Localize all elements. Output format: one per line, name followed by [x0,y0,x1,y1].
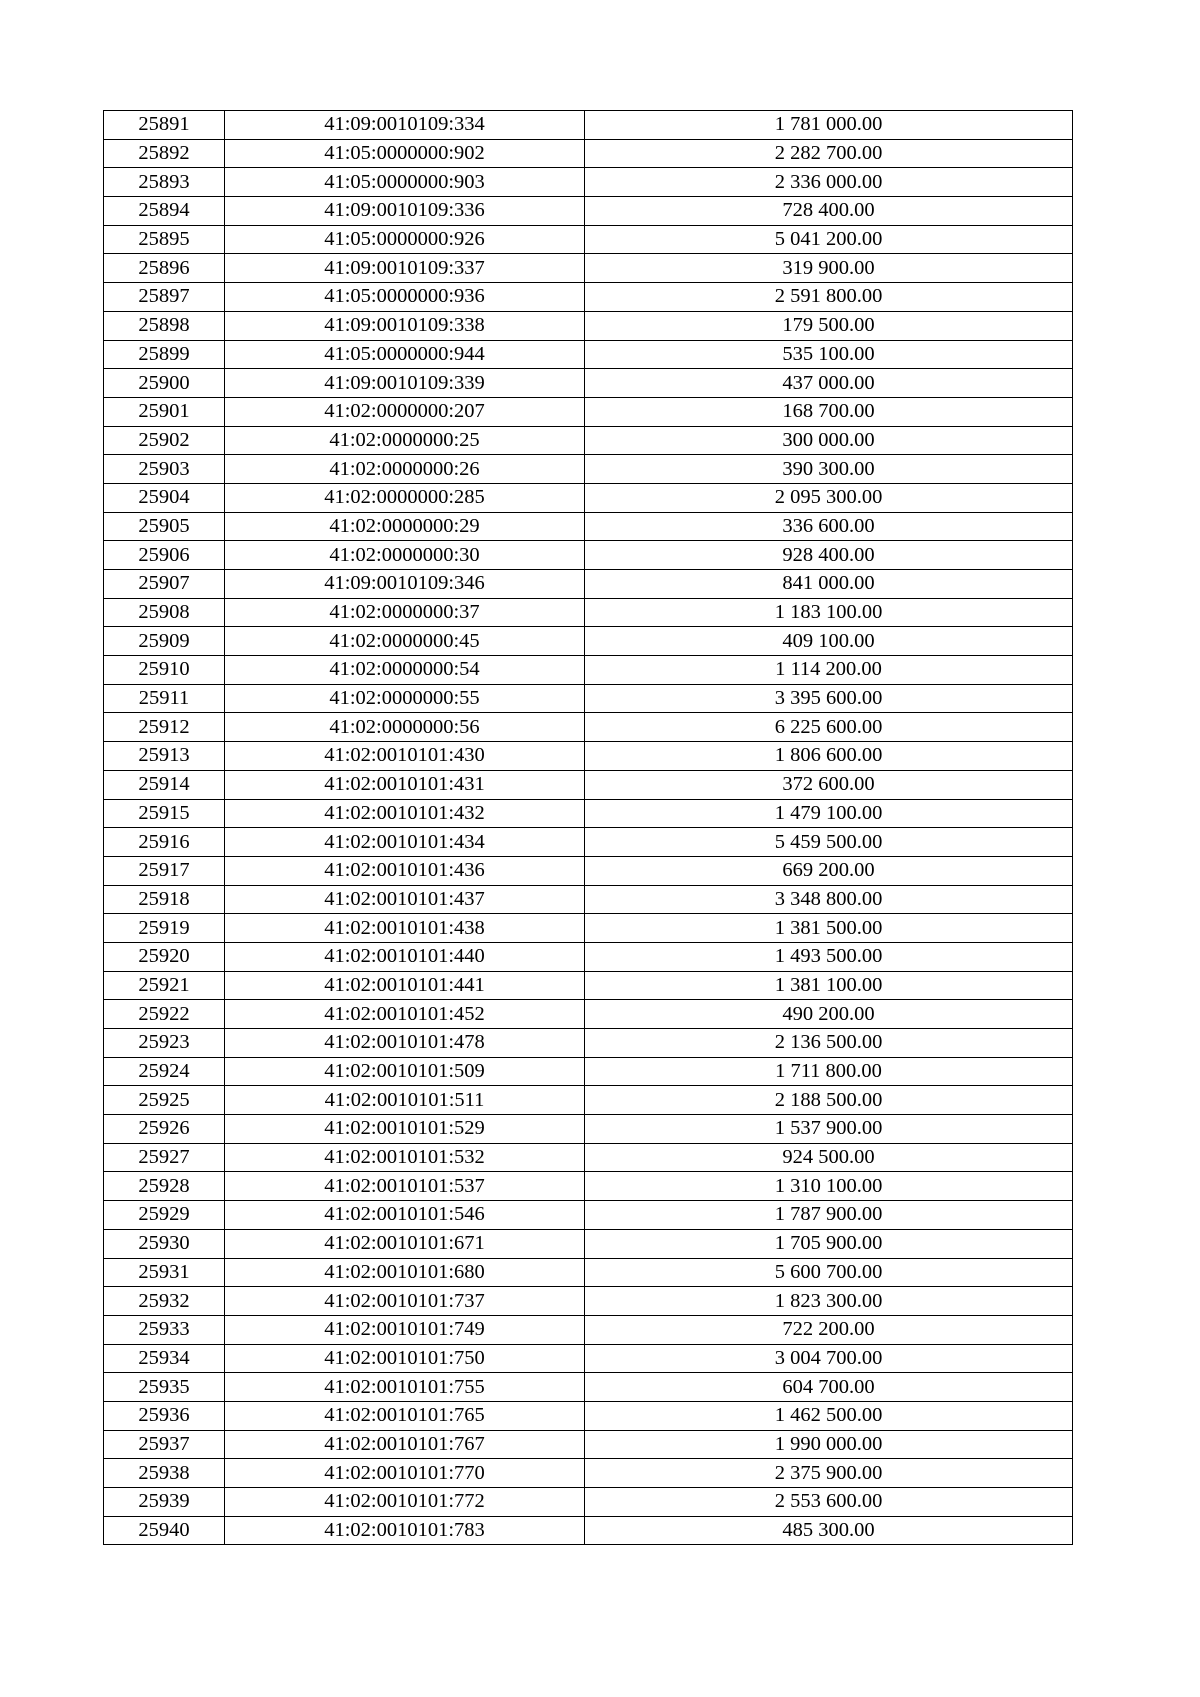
table-row [104,1401,1073,1430]
row-number-cell: 25919 [104,914,225,943]
table-row [104,1000,1073,1029]
cadastral-number-cell: 41:02:0010101:438 [225,914,585,943]
row-number-cell: 25913 [104,742,225,771]
cadastral-value-cell: 3 395 600.00 [585,684,1073,713]
table-row [104,311,1073,340]
cadastral-number-cell: 41:02:0010101:437 [225,885,585,914]
table-row [104,254,1073,283]
cadastral-number-cell: 41:02:0010101:671 [225,1229,585,1258]
cadastral-number-cell: 41:05:0000000:926 [225,225,585,254]
cadastral-number-cell: 41:02:0000000:54 [225,656,585,685]
cadastral-value-cell: 1 462 500.00 [585,1401,1073,1430]
cadastral-value-cell: 437 000.00 [585,369,1073,398]
cadastral-number-cell: 41:02:0010101:432 [225,799,585,828]
row-number-cell: 25909 [104,627,225,656]
cadastral-number-cell: 41:02:0010101:770 [225,1459,585,1488]
row-number-cell: 25940 [104,1516,225,1545]
cadastral-number-cell: 41:05:0000000:936 [225,283,585,312]
table-row [104,598,1073,627]
cadastral-value-cell: 1 479 100.00 [585,799,1073,828]
cadastral-value-cell: 1 381 100.00 [585,971,1073,1000]
cadastral-number-cell: 41:02:0010101:434 [225,828,585,857]
cadastral-value-cell: 1 806 600.00 [585,742,1073,771]
cadastral-number-cell: 41:02:0010101:755 [225,1373,585,1402]
table-row [104,1172,1073,1201]
cadastral-number-cell: 41:09:0010109:337 [225,254,585,283]
row-number-cell: 25929 [104,1201,225,1230]
table-row [104,1373,1073,1402]
row-number-cell: 25921 [104,971,225,1000]
row-number-cell: 25894 [104,197,225,226]
cadastral-number-cell: 41:05:0000000:903 [225,168,585,197]
row-number-cell: 25912 [104,713,225,742]
table-row [104,627,1073,656]
cadastral-number-cell: 41:02:0000000:207 [225,397,585,426]
cadastral-value-cell: 2 591 800.00 [585,283,1073,312]
cadastral-number-cell: 41:09:0010109:336 [225,197,585,226]
cadastral-value-cell: 6 225 600.00 [585,713,1073,742]
table-row [104,799,1073,828]
cadastral-value-cell: 168 700.00 [585,397,1073,426]
table-row [104,885,1073,914]
row-number-cell: 25936 [104,1401,225,1430]
row-number-cell: 25933 [104,1315,225,1344]
cadastral-value-cell: 319 900.00 [585,254,1073,283]
row-number-cell: 25922 [104,1000,225,1029]
cadastral-number-cell: 41:02:0010101:511 [225,1086,585,1115]
table-row [104,1086,1073,1115]
cadastral-value-cell: 728 400.00 [585,197,1073,226]
row-number-cell: 25906 [104,541,225,570]
table-row [104,1488,1073,1517]
row-number-cell: 25898 [104,311,225,340]
row-number-cell: 25910 [104,656,225,685]
row-number-cell: 25930 [104,1229,225,1258]
table-row [104,1057,1073,1086]
cadastral-value-cell: 722 200.00 [585,1315,1073,1344]
cadastral-value-cell: 669 200.00 [585,856,1073,885]
cadastral-number-cell: 41:09:0010109:346 [225,570,585,599]
cadastral-number-cell: 41:02:0010101:737 [225,1287,585,1316]
cadastral-number-cell: 41:02:0010101:680 [225,1258,585,1287]
table-row [104,1287,1073,1316]
row-number-cell: 25892 [104,139,225,168]
row-number-cell: 25923 [104,1029,225,1058]
table-row [104,684,1073,713]
cadastral-number-cell: 41:02:0010101:750 [225,1344,585,1373]
table-row [104,340,1073,369]
cadastral-value-cell: 5 459 500.00 [585,828,1073,857]
cadastral-value-cell: 5 041 200.00 [585,225,1073,254]
table-row [104,369,1073,398]
cadastral-number-cell: 41:02:0010101:749 [225,1315,585,1344]
cadastral-number-cell: 41:02:0010101:431 [225,770,585,799]
row-number-cell: 25924 [104,1057,225,1086]
row-number-cell: 25938 [104,1459,225,1488]
cadastral-number-cell: 41:02:0010101:765 [225,1401,585,1430]
cadastral-number-cell: 41:02:0010101:430 [225,742,585,771]
row-number-cell: 25916 [104,828,225,857]
table-row [104,713,1073,742]
table-row [104,1143,1073,1172]
table-row [104,1201,1073,1230]
cadastral-value-cell: 924 500.00 [585,1143,1073,1172]
row-number-cell: 25925 [104,1086,225,1115]
cadastral-value-cell: 300 000.00 [585,426,1073,455]
row-number-cell: 25935 [104,1373,225,1402]
cadastral-value-cell: 1 493 500.00 [585,942,1073,971]
cadastral-number-cell: 41:02:0010101:478 [225,1029,585,1058]
table-row [104,111,1073,140]
table-row [104,1516,1073,1545]
cadastral-value-cell: 604 700.00 [585,1373,1073,1402]
cadastral-number-cell: 41:02:0010101:529 [225,1115,585,1144]
table-row [104,1115,1073,1144]
table-row [104,1258,1073,1287]
cadastral-value-cell: 928 400.00 [585,541,1073,570]
table-row [104,828,1073,857]
row-number-cell: 25900 [104,369,225,398]
cadastral-value-cell: 1 787 900.00 [585,1201,1073,1230]
cadastral-number-cell: 41:02:0010101:440 [225,942,585,971]
table-row [104,856,1073,885]
row-number-cell: 25895 [104,225,225,254]
cadastral-value-table [103,110,1073,1545]
cadastral-value-cell: 1 183 100.00 [585,598,1073,627]
row-number-cell: 25934 [104,1344,225,1373]
cadastral-number-cell: 41:02:0010101:532 [225,1143,585,1172]
cadastral-value-cell: 841 000.00 [585,570,1073,599]
cadastral-number-cell: 41:02:0010101:783 [225,1516,585,1545]
cadastral-value-cell: 2 095 300.00 [585,483,1073,512]
cadastral-value-cell: 1 711 800.00 [585,1057,1073,1086]
row-number-cell: 25896 [104,254,225,283]
row-number-cell: 25927 [104,1143,225,1172]
cadastral-value-cell: 1 990 000.00 [585,1430,1073,1459]
cadastral-value-cell: 3 004 700.00 [585,1344,1073,1373]
table-row [104,225,1073,254]
row-number-cell: 25939 [104,1488,225,1517]
cadastral-number-cell: 41:02:0000000:25 [225,426,585,455]
table-row [104,1430,1073,1459]
row-number-cell: 25917 [104,856,225,885]
table-row [104,512,1073,541]
table-row [104,942,1073,971]
cadastral-value-cell: 2 136 500.00 [585,1029,1073,1058]
table-row [104,570,1073,599]
cadastral-value-cell: 485 300.00 [585,1516,1073,1545]
cadastral-number-cell: 41:02:0010101:537 [225,1172,585,1201]
cadastral-number-cell: 41:02:0000000:30 [225,541,585,570]
cadastral-value-cell: 3 348 800.00 [585,885,1073,914]
table-row [104,971,1073,1000]
cadastral-number-cell: 41:02:0010101:546 [225,1201,585,1230]
row-number-cell: 25914 [104,770,225,799]
cadastral-number-cell: 41:02:0010101:452 [225,1000,585,1029]
table-row [104,426,1073,455]
cadastral-number-cell: 41:02:0010101:436 [225,856,585,885]
cadastral-number-cell: 41:05:0000000:902 [225,139,585,168]
cadastral-value-cell: 1 537 900.00 [585,1115,1073,1144]
row-number-cell: 25937 [104,1430,225,1459]
row-number-cell: 25931 [104,1258,225,1287]
table-row [104,1229,1073,1258]
cadastral-number-cell: 41:05:0000000:944 [225,340,585,369]
table-row [104,914,1073,943]
cadastral-number-cell: 41:02:0000000:29 [225,512,585,541]
table-body [104,111,1073,1545]
cadastral-value-cell: 5 600 700.00 [585,1258,1073,1287]
cadastral-value-cell: 1 705 900.00 [585,1229,1073,1258]
row-number-cell: 25903 [104,455,225,484]
table-row [104,397,1073,426]
table-row [104,139,1073,168]
cadastral-number-cell: 41:02:0010101:767 [225,1430,585,1459]
cadastral-value-cell: 390 300.00 [585,455,1073,484]
row-number-cell: 25911 [104,684,225,713]
row-number-cell: 25902 [104,426,225,455]
row-number-cell: 25920 [104,942,225,971]
cadastral-value-cell: 372 600.00 [585,770,1073,799]
cadastral-value-cell: 2 188 500.00 [585,1086,1073,1115]
cadastral-number-cell: 41:09:0010109:338 [225,311,585,340]
table-row [104,283,1073,312]
cadastral-value-cell: 1 781 000.00 [585,111,1073,140]
table-row [104,656,1073,685]
table-row [104,1344,1073,1373]
row-number-cell: 25908 [104,598,225,627]
row-number-cell: 25928 [104,1172,225,1201]
table-row [104,742,1073,771]
row-number-cell: 25897 [104,283,225,312]
cadastral-value-cell: 2 553 600.00 [585,1488,1073,1517]
cadastral-value-cell: 336 600.00 [585,512,1073,541]
table-row [104,541,1073,570]
row-number-cell: 25932 [104,1287,225,1316]
cadastral-value-cell: 409 100.00 [585,627,1073,656]
cadastral-value-cell: 1 114 200.00 [585,656,1073,685]
cadastral-number-cell: 41:09:0010109:339 [225,369,585,398]
row-number-cell: 25899 [104,340,225,369]
row-number-cell: 25904 [104,483,225,512]
row-number-cell: 25915 [104,799,225,828]
table-row [104,168,1073,197]
cadastral-value-cell: 2 282 700.00 [585,139,1073,168]
cadastral-value-cell: 179 500.00 [585,311,1073,340]
cadastral-value-cell: 1 381 500.00 [585,914,1073,943]
row-number-cell: 25907 [104,570,225,599]
cadastral-number-cell: 41:02:0000000:26 [225,455,585,484]
table-row [104,483,1073,512]
table-row [104,1029,1073,1058]
row-number-cell: 25905 [104,512,225,541]
cadastral-number-cell: 41:02:0000000:37 [225,598,585,627]
row-number-cell: 25893 [104,168,225,197]
cadastral-number-cell: 41:09:0010109:334 [225,111,585,140]
table-row [104,770,1073,799]
row-number-cell: 25926 [104,1115,225,1144]
cadastral-number-cell: 41:02:0000000:285 [225,483,585,512]
table-row [104,197,1073,226]
table-row [104,1459,1073,1488]
cadastral-value-cell: 1 823 300.00 [585,1287,1073,1316]
cadastral-number-cell: 41:02:0000000:56 [225,713,585,742]
cadastral-value-cell: 2 375 900.00 [585,1459,1073,1488]
cadastral-number-cell: 41:02:0010101:509 [225,1057,585,1086]
cadastral-value-cell: 535 100.00 [585,340,1073,369]
row-number-cell: 25891 [104,111,225,140]
cadastral-number-cell: 41:02:0000000:55 [225,684,585,713]
table-row [104,1315,1073,1344]
cadastral-value-cell: 2 336 000.00 [585,168,1073,197]
row-number-cell: 25918 [104,885,225,914]
cadastral-value-cell: 1 310 100.00 [585,1172,1073,1201]
cadastral-number-cell: 41:02:0010101:772 [225,1488,585,1517]
cadastral-number-cell: 41:02:0010101:441 [225,971,585,1000]
cadastral-value-cell: 490 200.00 [585,1000,1073,1029]
table-row [104,455,1073,484]
row-number-cell: 25901 [104,397,225,426]
cadastral-number-cell: 41:02:0000000:45 [225,627,585,656]
